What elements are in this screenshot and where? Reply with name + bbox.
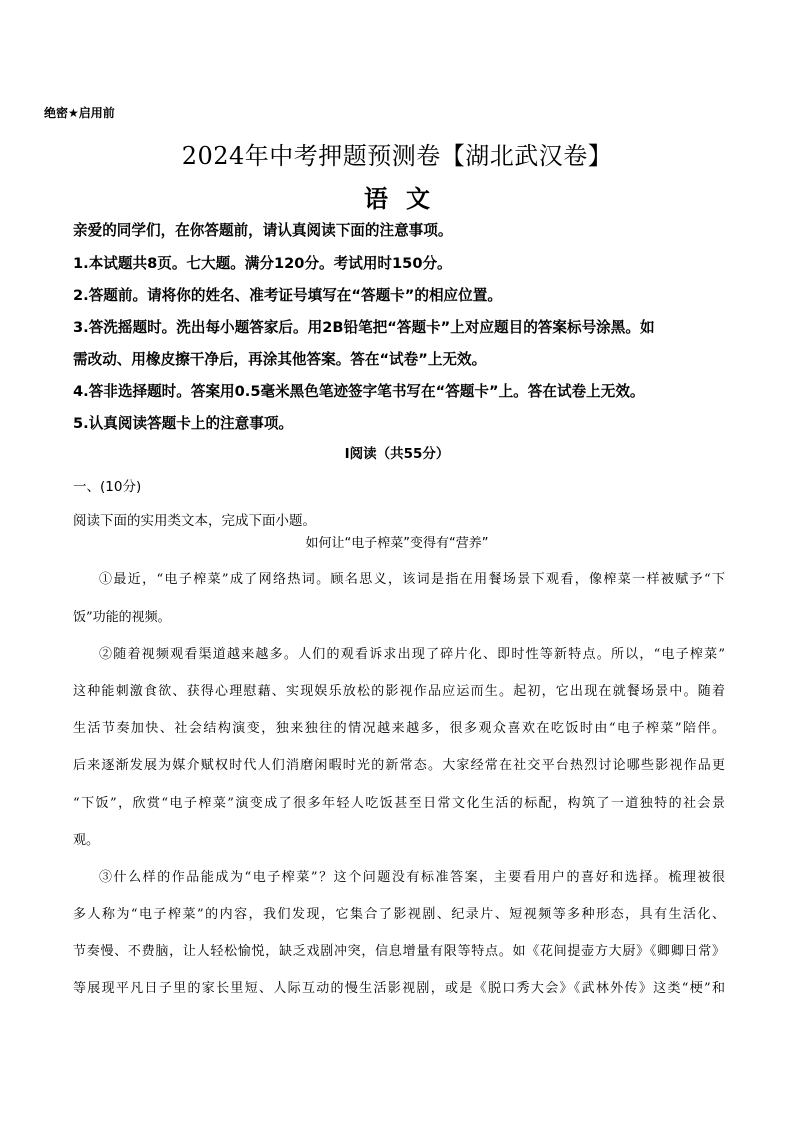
- notice-item-5: 5.认真阅读答题卡上的注意事项。: [73, 415, 294, 432]
- article-line: ①最近，“电子榨菜”成了网络热词。顾名思义，该词是指在用餐场景下观看，像榨菜一样被赋予“下: [99, 572, 725, 587]
- article-line: ③什么样的作品能成为“电子榨菜”？这个问题没有标准答案，主要看用户的喜好和选择。梳理被很: [99, 870, 725, 885]
- notice-item-3: 3.答洗摇题时。洗出每小题答家后。用2B铅笔把“答题卡”上对应题目的答案标号涂黑。如: [73, 319, 655, 336]
- article-line: 这种能刺激食欲、获得心理慰藉、实现娱乐放松的影视作品应运而生。起初，它出现在就餐场景中。随着: [73, 684, 725, 699]
- subject-title: 语文: [364, 184, 448, 213]
- article-line: “下饭”，欣赏“电子榨菜”演变成了很多年轻人吃饭甚至日常文化生活的标配，构筑了一道独特的社会景: [73, 796, 725, 811]
- article-line: ②随着视频观看渠道越来越多。人们的观看诉求出现了碎片化、即时性等新特点。所以，“电子榨菜”: [99, 647, 725, 662]
- notice-item-4: 4.答非选择题时。答案用0.5毫米黑色笔迹签字笔书写在“答题卡”上。答在试卷上无效。: [73, 383, 645, 400]
- article-line: 生活节奏加快、社会结构演变，独来独往的情况越来越多，很多观众喜欢在吃饭时由“电子榨菜”陪伴。: [73, 721, 725, 736]
- notice-intro: 亲爱的同学们，在你答题前，请认真阅读下面的注意事项。: [73, 222, 453, 239]
- article-line: 多人称为“电子榨菜”的内容，我们发现，它集合了影视剧、纪录片、短视频等多种形态，具有生活化、: [73, 907, 725, 922]
- article-line: 节奏慢、不费脑，让人轻松愉悦，缺乏戏剧冲突，信息增量有限等特点。如《花间提壶方大厨》《卿卿日常》: [73, 944, 725, 959]
- article-line: 观。: [73, 833, 100, 848]
- notice-item-1: 1.本试题共8页。七大题。满分120分。考试用时150分。: [73, 255, 452, 272]
- question-instruction: 阅读下面的实用类文本，完成下面小题。: [73, 513, 316, 529]
- article-line: 饭”功能的视频。: [73, 610, 171, 625]
- question-heading: 一、(10分): [73, 479, 142, 495]
- confidential-label: 绝密★启用前: [44, 106, 115, 120]
- exam-title: 2024年中考押题预测卷【湖北武汉卷】: [181, 142, 613, 170]
- article-line: 后来逐渐发展为媒介赋权时代人们消磨闲暇时光的新常态。大家经常在社交平台热烈讨论哪些影视作品更: [73, 758, 725, 773]
- reading-section-heading: I阅读（共55分）: [344, 446, 450, 462]
- article-title: 如何让“电子榨菜”变得有“营养”: [305, 536, 489, 551]
- notice-item-3-cont: 需改动、用橡皮擦干净后，再涂其他答案。答在“试卷”上无效。: [73, 351, 487, 368]
- article-line: 等展现平凡日子里的家长里短、人际互动的慢生活影视剧，或是《脱口秀大会》《武林外传》这类“梗”和: [73, 981, 725, 996]
- notice-item-2: 2.答题前。请将你的姓名、准考证号填写在“答题卡”的相应位置。: [73, 287, 502, 304]
